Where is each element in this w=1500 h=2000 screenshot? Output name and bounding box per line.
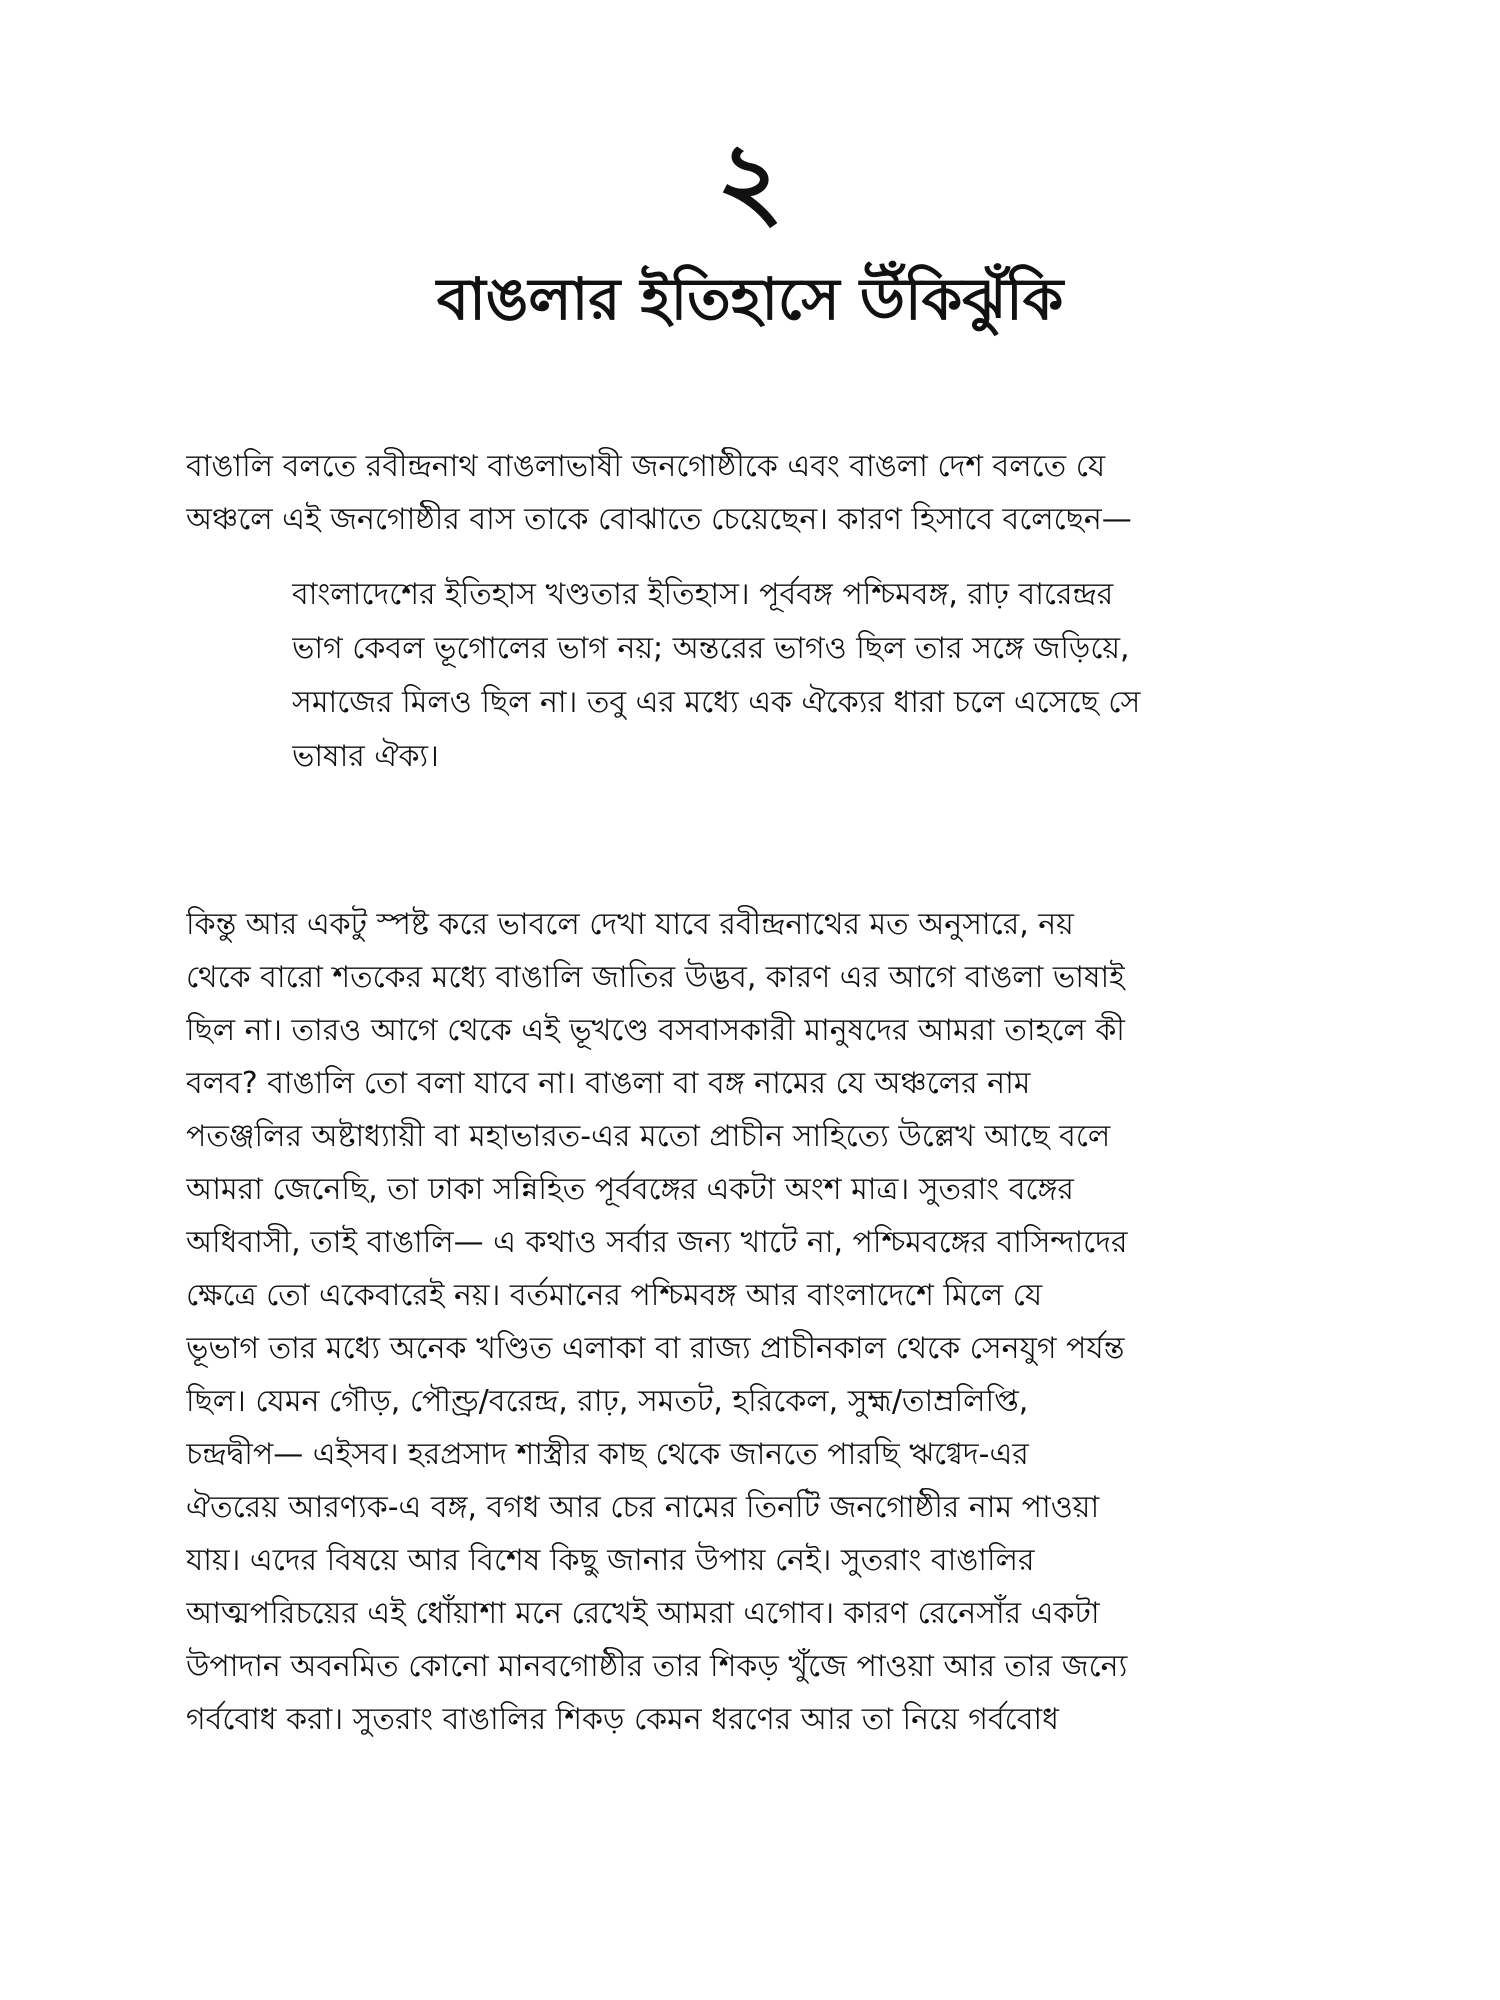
text-line: বলব? বাঙালি তো বলা যাবে না। বাঙলা বা বঙ্গ নামের যে অঞ্চলের নাম	[186, 1066, 1031, 1101]
paragraph-intro	[186, 440, 1396, 546]
text-line: ঐতরেয় আরণ্যক-এ বঙ্গ, বগধ আর চের নামের তিনটি জনগোষ্ঠীর নাম পাওয়া	[186, 1490, 1100, 1525]
block-quote	[292, 568, 1392, 784]
text-line: ভূভাগ তার মধ্যে অনেক খণ্ডিত এলাকা বা রাজ্য প্রাচীনকাল থেকে সেনযুগ পর্যন্ত	[186, 1331, 1125, 1366]
text-line: যায়। এদের বিষয়ে আর বিশেষ কিছু জানার উপায় নেই। সুতরাং বাঙালির	[186, 1543, 1035, 1578]
text-line: পতঞ্জলির অষ্টাধ্যায়ী বা মহাভারত-এর মতো প্রাচীন সাহিত্যে উল্লেখ আছে বলে	[186, 1119, 1111, 1154]
text-line: উপাদান অবনমিত কোনো মানবগোষ্ঠীর তার শিকড় খুঁজে পাওয়া আর তার জন্যে	[186, 1649, 1128, 1684]
quote-line: সমাজের মিলও ছিল না। তবু এর মধ্যে এক ঐক্যের ধারা চলে এসেছে সে	[292, 685, 1141, 720]
quote-line: ভাষার ঐক্য।	[292, 739, 439, 774]
text-line: অধিবাসী, তাই বাঙালি— এ কথাও সর্বার জন্য খাটে না, পশ্চিমবঙ্গের বাসিন্দাদের	[186, 1225, 1128, 1260]
text-line: ছিল। যেমন গৌড়, পৌণ্ড্র/বরেন্দ্র, রাঢ়, সমতট, হরিকেল, সুহ্ম/তাম্রলিপ্তি,	[186, 1384, 1029, 1419]
chapter-title: বাঙলার ইতিহাসে উঁকিঝুঁকি	[436, 265, 1064, 333]
text-line: আমরা জেনেছি, তা ঢাকা সন্নিহিত পূর্ববঙ্গের একটা অংশ মাত্র। সুতরাং বঙ্গের	[186, 1172, 1074, 1207]
paragraph-main	[186, 898, 1396, 1746]
chapter-number: ২	[716, 119, 784, 241]
quote-line: ভাগ কেবল ভূগোলের ভাগ নয়; অন্তরের ভাগও ছিল তার সঙ্গে জড়িয়ে,	[292, 631, 1130, 666]
text-line: অঞ্চলে এই জনগোষ্ঠীর বাস তাকে বোঝাতে চেয়েছেন। কারণ হিসাবে বলেছেন—	[186, 502, 1132, 537]
text-line: থেকে বারো শতকের মধ্যে বাঙালি জাতির উদ্ভব, কারণ এর আগে বাঙলা ভাষাই	[186, 960, 1125, 995]
text-line: গর্ববোধ করা। সুতরাং বাঙালির শিকড় কেমন ধরণের আর তা নিয়ে গর্ববোধ	[186, 1702, 1059, 1737]
text-line: আত্মপরিচয়ের এই ধোঁয়াশা মনে রেখেই আমরা এগোব। কারণ রেনেসাঁর একটা	[186, 1596, 1100, 1631]
text-line: ছিল না। তারও আগে থেকে এই ভূখণ্ডে বসবাসকারী মানুষদের আমরা তাহলে কী	[186, 1013, 1125, 1048]
text-line: বাঙালি বলতে রবীন্দ্রনাথ বাঙলাভাষী জনগোষ্ঠীকে এবং বাঙলা দেশ বলতে যে	[186, 449, 1106, 484]
text-line: কিন্তু আর একটু স্পষ্ট করে ভাবলে দেখা যাবে রবীন্দ্রনাথের মত অনুসারে, নয়	[186, 907, 1074, 942]
quote-line: বাংলাদেশের ইতিহাস খণ্ডতার ইতিহাস। পূর্ববঙ্গ পশ্চিমবঙ্গ, রাঢ় বারেন্দ্রর	[292, 577, 1114, 612]
text-line: চন্দ্রদ্বীপ— এইসব। হরপ্রসাদ শাস্ত্রীর কাছ থেকে জানতে পারছি ঋগ্বেদ-এর	[186, 1437, 1029, 1472]
text-line: ক্ষেত্রে তো একেবারেই নয়। বর্তমানের পশ্চিমবঙ্গ আর বাংলাদেশে মিলে যে	[186, 1278, 1043, 1313]
